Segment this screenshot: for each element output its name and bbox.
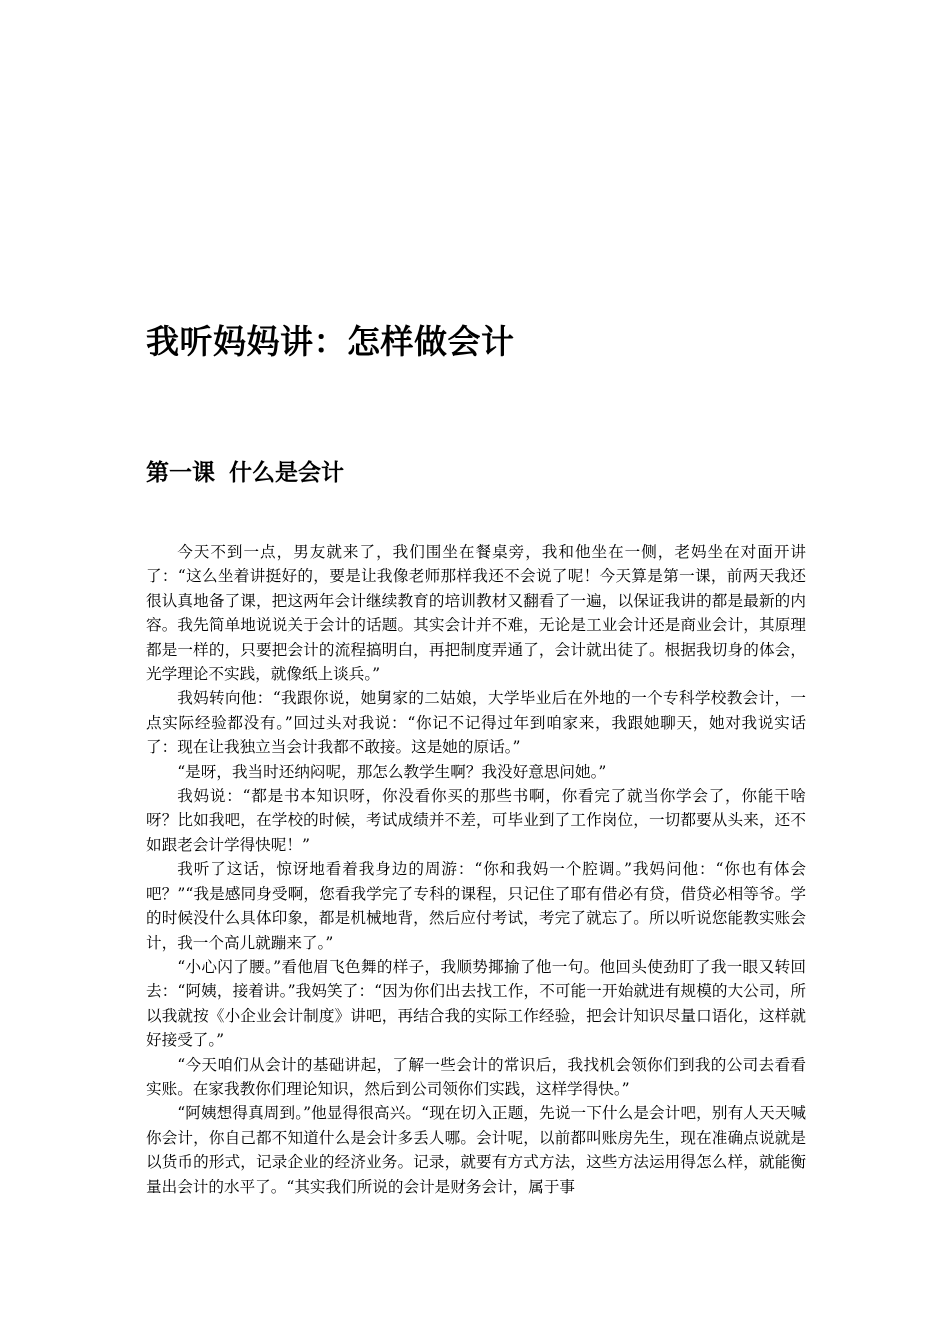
body-text bbox=[146, 540, 806, 1199]
paragraph: “今天咱们从会计的基础讲起，了解一些会计的常识后，我找机会领你们到我的公司去看看实账。在家我教你们理论知识，然后到公司领你们实践，这样学得快。” bbox=[146, 1055, 806, 1098]
lesson-heading bbox=[146, 457, 344, 489]
paragraph: 今天不到一点，男友就来了，我们围坐在餐桌旁，我和他坐在一侧，老妈坐在对面开讲了：“这么坐着讲挺好的，要是让我像老师那样我还不会说了呢！今天算是第一课，前两天我还很认真地备了课，把这两年会计继续教育的培训教材又翻看了一遍，以保证我讲的都是最新的内容。我先简单地说说关于会计的话题。其实会计并不难，无论是工业会计还是商业会计，其原理都是一样的，只要把会计的流程搞明白，再把制度弄通了，会计就出徒了。根据我切身的体会，光学理论不实践，就像纸上谈兵。” bbox=[146, 543, 806, 684]
paragraph: 我听了这话，惊讶地看着我身边的周游：“你和我妈一个腔调。”我妈问他：“你也有体会吧？”“我是感同身受啊，您看我学完了专科的课程，只记住了耶有借必有贷，借贷必相等爷。学的时候没什么具体印象，都是机械地背，然后应付考试，考完了就忘了。所以听说您能教实账会计，我一个高儿就蹦来了。” bbox=[146, 860, 806, 952]
lesson-name: 什么是会计 bbox=[229, 460, 344, 486]
book-title: 我听妈妈讲：怎样做会计 bbox=[146, 322, 515, 361]
paragraph: “是呀，我当时还纳闷呢，那怎么教学生啊？我没好意思问她。” bbox=[177, 762, 607, 781]
lesson-number: 第一课 bbox=[146, 460, 215, 486]
paragraph: “阿姨想得真周到。”他显得很高兴。“现在切入正题，先说一下什么是会计吧，别有人天天喊你会计，你自己都不知道什么是会计多丢人哪。会计呢，以前都叫账房先生，现在准确点说就是以货币的形式，记录企业的经济业务。记录，就要有方式方法，这些方法运用得怎么样，就能衡量出会计的水平了。“其实我们所说的会计是财务会计，属于事 bbox=[146, 1104, 806, 1196]
paragraph: 我妈转向他：“我跟你说，她舅家的二姑娘，大学毕业后在外地的一个专科学校教会计，一点实际经验都没有。”回过头对我说：“你记不记得过年到咱家来，我跟她聊天，她对我说实话了：现在让我独立当会计我都不敢接。这是她的原话。” bbox=[146, 689, 806, 757]
paragraph: “小心闪了腰。”看他眉飞色舞的样子，我顺势揶揄了他一句。他回头使劲盯了我一眼又转回去：“阿姨，接着讲。”我妈笑了：“因为你们出去找工作，不可能一开始就进有规模的大公司，所以我就按《小企业会计制度》讲吧，再结合我的实际工作经验，把会计知识尽量口语化，这样就好接受了。” bbox=[146, 957, 806, 1050]
paragraph: 我妈说：“都是书本知识呀，你没看你买的那些书啊，你看完了就当你学会了，你能干啥呀？比如我吧，在学校的时候，考试成绩并不差，可毕业到了工作岗位，一切都要从头来，还不如跟老会计学得快呢！” bbox=[146, 787, 806, 854]
